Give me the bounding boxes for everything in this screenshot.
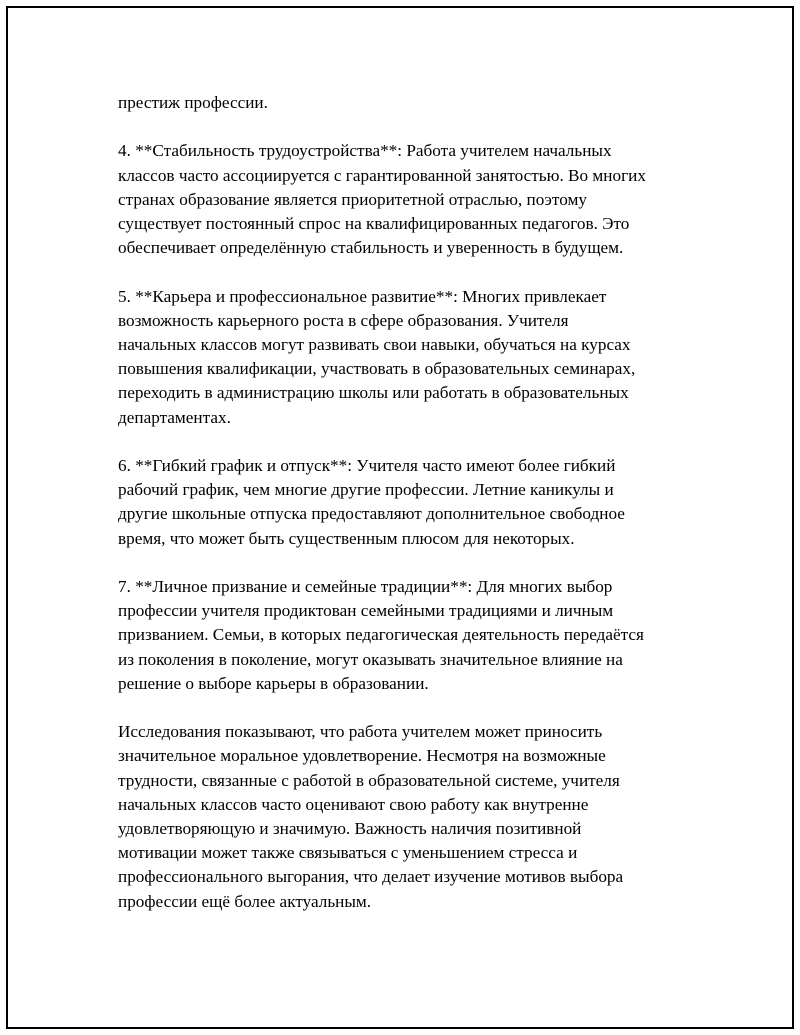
- paragraph-item-5-career-development: 5. **Карьера и профессиональное развитие**: Многих привлекает возможность карьерного роста в сфере образования. Учителя начальных классов могут развивать свои навыки, обучаться на курсах повышения квалификации, участвовать в образовательных семинарах, переходить в администрацию школы или работать в образовательных департаментах.: [118, 286, 636, 427]
- paragraph-continuation: престиж профессии.: [118, 93, 268, 112]
- paragraph-item-6-flexible-schedule: 6. **Гибкий график и отпуск**: Учителя часто имеют более гибкий рабочий график, чем многие другие профессии. Летние каникулы и другие школьные отпуска предоставляют дополнительное свободное время, что может быть существенным плюсом для некоторых.: [118, 456, 625, 548]
- document-body: [118, 91, 698, 938]
- paragraph-item-7-calling-traditions: 7. **Личное призвание и семейные традиции**: Для многих выбор профессии учителя продиктован семейными традициями и личным призванием. Семьи, в которых педагогическая деятельность передаётся из поколения в поколение, могут оказывать значительное влияние на решение о выборе карьеры в образовании.: [118, 577, 644, 693]
- paragraph-item-4-job-stability: 4. **Стабильность трудоустройства**: Работа учителем начальных классов часто ассоциируется с гарантированной занятостью. Во многих странах образование является приоритетной отраслью, поэтому существует постоянный спрос на квалифицированных педагогов. Это обеспечивает определённую стабильность и уверенность в будущем.: [118, 141, 646, 258]
- paragraph-research-conclusion: Исследования показывают, что работа учителем может приносить значительное моральное удовлетворение. Несмотря на возможные трудности, связанные с работой в образовательной системе, учителя начальных классов часто оценивают свою работу как внутренне удовлетворяющую и значимую. Важность наличия позитивной мотивации может также связываться с уменьшением стресса и профессионального выгорания, что делает изучение мотивов выбора профессии ещё более актуальным.: [118, 722, 624, 911]
